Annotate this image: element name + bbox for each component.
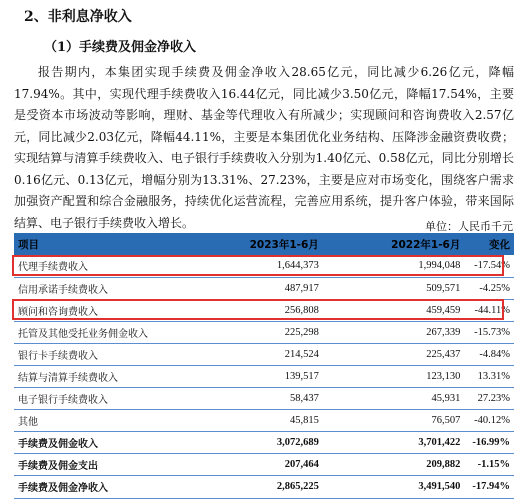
header-2023: 2023年1-6月 <box>249 238 319 251</box>
table-row <box>14 388 514 410</box>
row-change: -4.25% <box>479 282 510 294</box>
row-item: 代理手续费收入 <box>18 262 88 274</box>
row-change: -40.12% <box>474 415 510 427</box>
header-item: 项目 <box>18 238 39 251</box>
table-row <box>14 299 514 321</box>
section-heading: 2、非利息净收入 <box>24 9 132 25</box>
row-2023: 139,517 <box>284 371 319 383</box>
row-item: 其他 <box>18 417 38 429</box>
row-2022: 509,571 <box>426 282 461 294</box>
row-2022: 45,931 <box>431 393 461 405</box>
row-2022: 209,882 <box>426 459 461 471</box>
row-change: 27.23% <box>477 393 510 405</box>
row-2023: 225,298 <box>284 326 319 338</box>
row-change: -15.73% <box>474 326 510 338</box>
header-change: 变化 <box>489 238 510 251</box>
table-row-total <box>14 432 514 454</box>
row-change: -1.15% <box>477 459 510 471</box>
row-2023: 214,524 <box>284 348 319 360</box>
row-2023: 1,644,373 <box>276 260 319 272</box>
row-2023: 256,808 <box>284 304 319 316</box>
row-2023: 487,917 <box>284 282 319 294</box>
row-item: 手续费及佣金收入 <box>18 439 98 451</box>
row-2023: 58,437 <box>289 393 319 405</box>
row-item: 手续费及佣金支出 <box>18 461 98 473</box>
table-row <box>14 343 514 365</box>
row-item: 结算与清算手续费收入 <box>18 373 118 385</box>
row-2023: 2,865,225 <box>276 481 319 493</box>
table-header-row <box>14 233 514 255</box>
row-item: 托管及其他受托业务佣金收入 <box>18 328 148 340</box>
row-2022: 123,130 <box>426 371 461 383</box>
row-item: 银行卡手续费收入 <box>18 350 98 362</box>
header-2022: 2022年1-6月 <box>391 238 461 251</box>
row-item: 电子银行手续费收入 <box>18 395 108 407</box>
table-row <box>14 277 514 299</box>
row-change: -44.11% <box>474 304 510 316</box>
table-row <box>14 255 514 277</box>
row-2022: 3,491,540 <box>418 481 461 493</box>
body-paragraph: 报告期内，本集团实现手续费及佣金净收入28.65亿元，同比减少6.26亿元，降幅17.94%。其中，实现代理手续费收入16.44亿元，同比减少3.50亿元，降幅17.54%，主要是受资本市场波动等影响，理财、基金等代理收入有所减少；实现顾问和咨询费收入2.57亿元，同比减少2.03亿元，降幅44.11%，主要是本集团优化业务结构、压降涉金融资费收费；实现结算与清算手续费收入、电子银行手续费收入分别为1.40亿元、0.58亿元，同比分别增长0.16亿元、0.13亿元，增幅分别为13.31%、27.23%，主要是应对市场变化，围绕客户需求加强资产配置和综合金融服务，持续优化运营流程，完善应用系统，提升客户体验，带来国际结算、电子银行手续费收入增长。 <box>14 65 514 230</box>
row-item: 信用承诺手续费收入 <box>18 284 108 296</box>
table-row-total <box>14 476 514 498</box>
row-change: -16.99% <box>472 437 510 449</box>
row-2022: 267,339 <box>426 326 461 338</box>
row-change: -17.54% <box>474 260 510 272</box>
subsection-heading: （1）手续费及佣金净收入 <box>44 40 197 55</box>
row-2022: 1,994,048 <box>418 260 461 272</box>
row-2022: 225,437 <box>426 348 461 360</box>
row-change: 13.31% <box>477 371 510 383</box>
row-2022: 76,507 <box>431 415 461 427</box>
table-row-total <box>14 454 514 476</box>
table-row <box>14 410 514 432</box>
row-change: -17.94% <box>472 481 510 493</box>
row-2022: 459,459 <box>426 304 461 316</box>
row-item: 手续费及佣金净收入 <box>18 483 108 495</box>
row-change: -4.84% <box>479 348 510 360</box>
row-2023: 207,464 <box>284 459 319 471</box>
row-item: 顾问和咨询费收入 <box>18 306 98 318</box>
table-row <box>14 365 514 387</box>
unit-label: 单位：人民币千元 <box>425 220 513 233</box>
row-2023: 45,815 <box>289 415 319 427</box>
row-2023: 3,072,689 <box>276 437 319 449</box>
fee-income-table <box>14 233 514 499</box>
table-row <box>14 321 514 343</box>
row-2022: 3,701,422 <box>418 437 461 449</box>
